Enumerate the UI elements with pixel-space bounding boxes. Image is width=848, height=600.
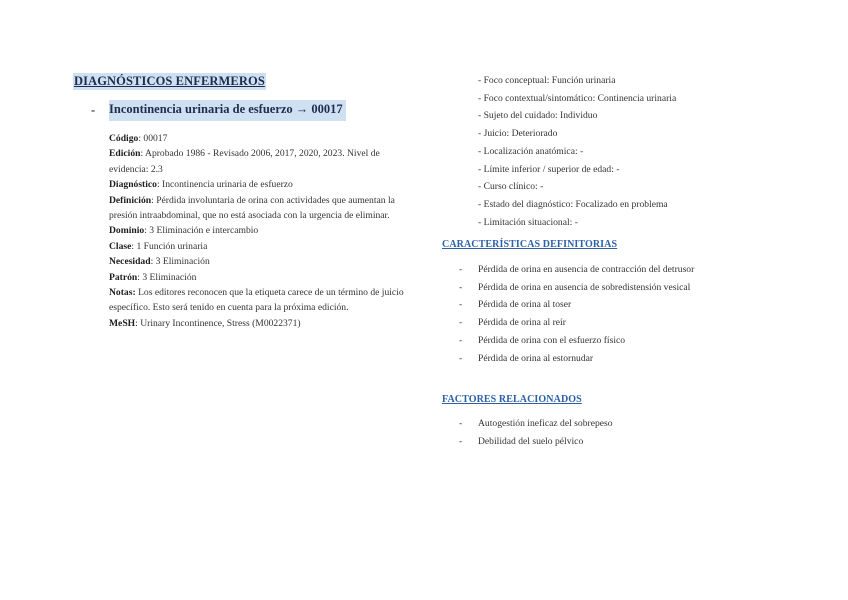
diagnosis-meta [478,72,808,231]
detail-patron: Patrón: 3 Eliminación [109,271,197,283]
detail-notas: Notas: Los editores reconocen que la etiqueta carece de un término de juicio específico. Esto será tenido en cuenta para la próxima edición. [109,287,404,314]
detail-codigo: Código: 00017 [109,133,168,144]
diagnosis-heading [91,100,346,121]
detail-mesh: MeSH: Urinary Incontinence, Stress (M0022371) [109,317,301,329]
diagnosis-details [109,131,404,331]
page-title: DIAGNÓSTICOS ENFERMEROS [74,74,265,88]
list-item: - Pérdida de orina con el esfuerzo físico [459,334,626,346]
detail-necesidad: Necesidad: 3 Eliminación [109,256,210,268]
detail-definicion: Definición: Pérdida involuntaria de orina con actividades que aumentan la presión intraabdominal, que no está asociada con la urgencia de eliminar. [109,194,395,222]
detail-edicion: Edición: Aprobado 1986 - Revisado 2006, 2017, 2020, 2023. Nivel de evidencia: 2.3 [109,148,380,175]
list-item: - Pérdida de orina en ausencia de sobredistensión vesical [459,281,691,293]
meta-localizacion: - Localización anatómica: - [478,145,584,157]
factores-heading[interactable]: FACTORES RELACIONADOS [442,394,582,405]
detail-clase: Clase: 1 Función urinaria [109,240,208,252]
meta-juicio: - Juicio: Deteriorado [478,128,558,140]
meta-limitacion: - Limitación situacional: - [478,216,578,228]
detail-diagnostico: Diagnóstico: Incontinencia urinaria de esfuerzo [109,179,293,191]
meta-foco-contextual: - Foco contextual/sintomático: Continencia urinaria [478,92,677,104]
list-item: - Pérdida de orina al estornudar [459,352,594,364]
meta-foco-conceptual: - Foco conceptual: Función urinaria [478,75,616,86]
heading-dash: - [91,103,96,117]
caracteristicas-heading[interactable]: CARACTERÍSTICAS DEFINITORIAS [442,239,618,250]
list-item: - Pérdida de orina al reír [459,317,566,329]
list-item: - Pérdida de orina en ausencia de contracción del detrusor [459,264,695,275]
detail-dominio: Dominio: 3 Eliminación e intercambio [109,225,259,237]
meta-curso-clinico: - Curso clínico: - [478,181,544,193]
list-item: - Pérdida de orina al toser [459,299,572,311]
meta-estado: - Estado del diagnóstico: Focalizado en problema [478,198,668,210]
meta-limite-edad: - Límite inferior / superior de edad: - [478,163,620,175]
diagnosis-heading-text: Incontinencia urinaria de esfuerzo → 00017 [109,100,346,121]
factores-list [459,415,613,450]
list-item: - Autogestión ineficaz del sobrepeso [459,418,613,429]
caracteristicas-list [459,261,694,367]
list-item: - Debilidad del suelo pélvico [459,435,584,447]
meta-sujeto: - Sujeto del cuidado: Individuo [478,110,598,122]
